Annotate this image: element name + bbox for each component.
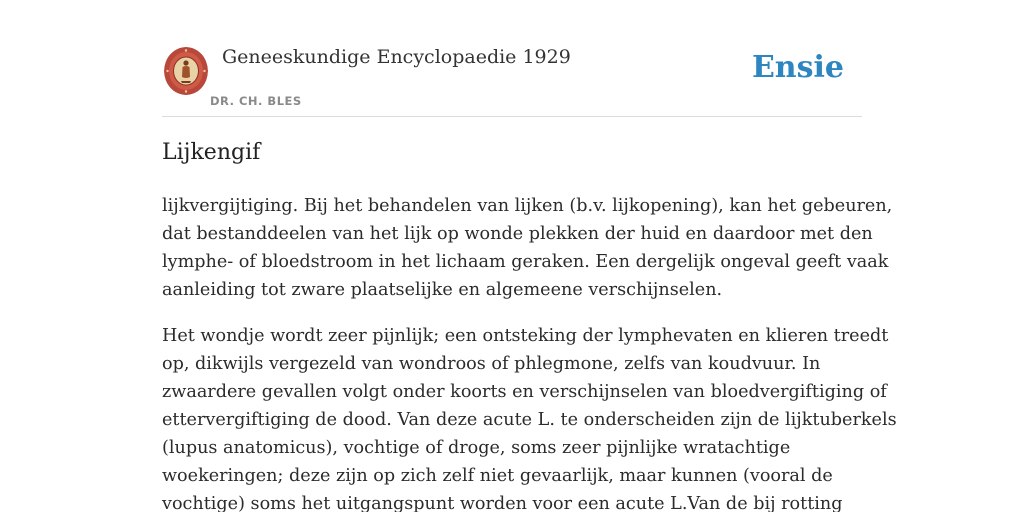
text-line: zwaardere gevallen volgt onder koorts en verschijnselen van bloedvergiftiging of: [162, 382, 887, 402]
book-title[interactable]: Geneeskundige Encyclopaedie 1929: [222, 46, 571, 68]
text-line: (lupus anatomicus), vochtige of droge, soms zeer pijnlijke wratachtige: [162, 438, 791, 458]
paragraph: [162, 322, 897, 512]
author-name[interactable]: DR. CH. BLES: [210, 94, 302, 108]
text-line: Het wondje wordt zeer pijnlijk; een ontsteking der lymphevaten en klieren treedt: [162, 326, 889, 346]
text-line: dat bestanddeelen van het lijk op wonde plekken der huid en daardoor met den: [162, 224, 873, 244]
text-line: lijkvergijtiging. Bij het behandelen van lijken (b.v. lijkopening), kan het gebeuren,: [162, 196, 893, 216]
text-line: ettervergiftiging de dood. Van deze acute L. te onderscheiden zijn de lijktuberkels: [162, 410, 897, 430]
entry-title: Lijkengif: [162, 140, 261, 165]
paragraph-spacer: [162, 304, 862, 322]
text-line: lymphe- of bloedstroom in het lichaam geraken. Een dergelijk ongeval geeft vaak: [162, 252, 889, 272]
text-line: woekeringen; deze zijn op zich zelf niet gevaarlijk, maar kunnen (vooral de: [162, 466, 833, 486]
brand-logo-link[interactable]: Ensie: [751, 50, 844, 85]
text-line: aanleiding tot zware plaatselijke en algemeene verschijnselen.: [162, 280, 723, 300]
paragraph: [162, 192, 893, 304]
book-emblem-icon[interactable]: [164, 47, 208, 95]
header: [162, 40, 862, 117]
entry-body: [162, 192, 897, 512]
text-line: op, dikwijls vergezeld van wondroos of phlegmone, zelfs van koudvuur. In: [162, 354, 821, 374]
text-line: vochtige) soms het uitgangspunt worden voor een acute L.Van de bij rotting: [162, 494, 843, 512]
